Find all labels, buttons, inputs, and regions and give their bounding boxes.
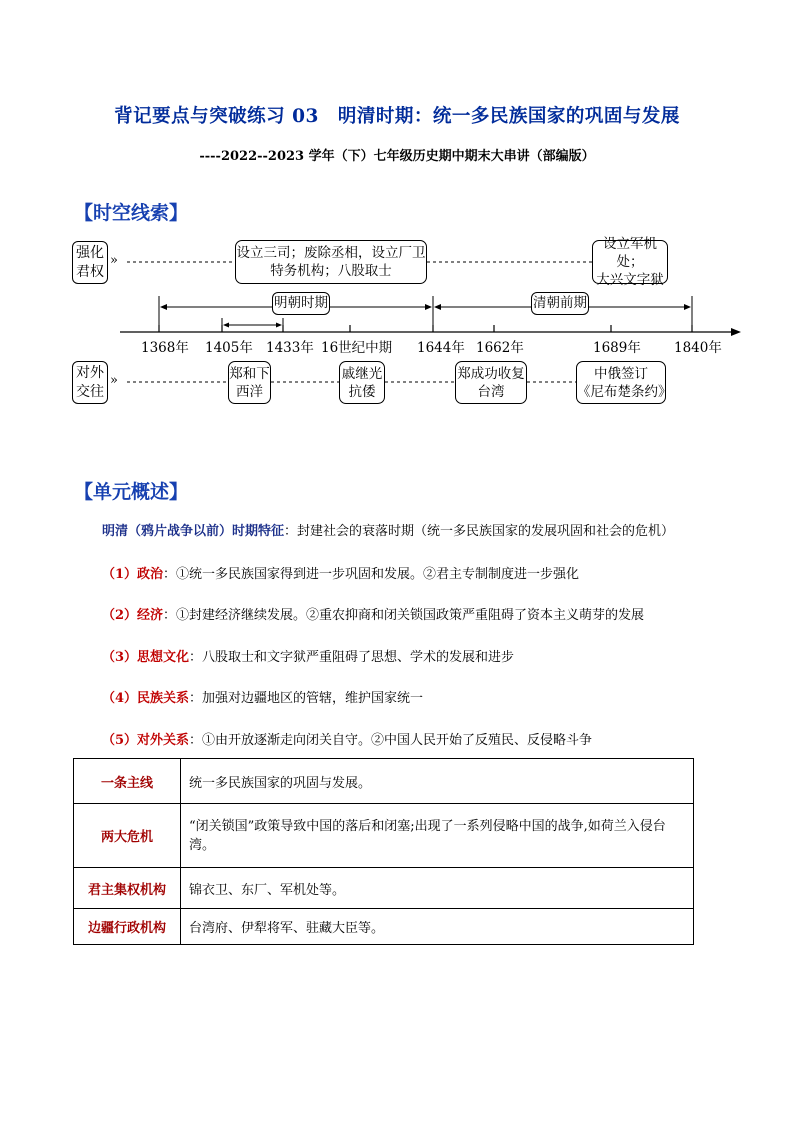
overview-heading: 【单元概述】 <box>74 481 189 503</box>
table-row-key: 边疆行政机构 <box>74 909 181 945</box>
overview-item-politics: （1）政治：①统一多民族国家得到进一步巩固和发展。②君主专制制度进一步强化 <box>102 567 580 582</box>
year-label: 1662年 <box>476 340 524 356</box>
table-row-key: 两大危机 <box>74 804 181 868</box>
table-row <box>74 868 694 909</box>
period-feature-text: ：封建社会的衰落时期（统一多民族国家的发展巩固和社会的危机） <box>284 524 675 539</box>
year-label: 1433年 <box>266 340 314 356</box>
year-label: 1368年 <box>141 340 189 356</box>
year-label: 1840年 <box>674 340 722 356</box>
event-box-ming-reforms: 设立三司；废除丞相，设立厂卫 特务机构；八股取士 <box>235 240 427 284</box>
period-feature-key: 明清（鸦片战争以前）时期特征 <box>102 524 285 539</box>
table-row-key: 一条主线 <box>74 759 181 804</box>
event-box-zheng-chenggong: 郑成功收复 台湾 <box>455 361 527 404</box>
table-row <box>74 909 694 945</box>
qing-span-arrow-right <box>684 304 691 310</box>
overview-item-economy: （2）经济：①封建经济继续发展。②重农抑商和闭关锁国政策严重阻碍了资本主义萌芽的发展 <box>102 608 645 623</box>
year-label: 1644年 <box>417 340 465 356</box>
period-ming: 明朝时期 <box>272 292 330 315</box>
year-label: 16世纪中期 <box>321 340 393 356</box>
row-label-strengthen-power: 强化 君权 <box>72 241 108 284</box>
table-row <box>74 759 694 804</box>
timeline-axis-arrowhead <box>731 328 741 336</box>
overview-item-foreign-relations: （5）对外关系：①由开放逐渐走向闭关自守。②中国人民开始了反殖民、反侵略斗争 <box>102 733 593 748</box>
ming-span-arrow-right <box>425 304 432 310</box>
period-qing: 清朝前期 <box>531 292 589 315</box>
timeline-diagram <box>0 0 794 420</box>
event-box-zheng-he: 郑和下 西洋 <box>228 361 271 404</box>
top-row-arrow-icon: » <box>110 253 118 268</box>
year-label: 1689年 <box>593 340 641 356</box>
event-box-nerchinsk-treaty: 中俄签订 《尼布楚条约》 <box>576 361 666 404</box>
ming-span-arrow-left <box>160 304 167 310</box>
bottom-row-arrow-icon: » <box>110 373 118 388</box>
table-row <box>74 804 694 868</box>
summary-table <box>73 758 694 945</box>
voyage-span-arrow-left <box>223 323 229 328</box>
table-row-value: 统一多民族国家的巩固与发展。 <box>181 759 694 804</box>
year-label: 1405年 <box>205 340 253 356</box>
row-label-foreign-relations: 对外 交往 <box>72 361 108 404</box>
table-row-value: 台湾府、伊犁将军、驻藏大臣等。 <box>181 909 694 945</box>
voyage-span-arrow-right <box>276 323 282 328</box>
overview-item-culture: （3）思想文化：八股取士和文字狱严重阻碍了思想、学术的发展和进步 <box>102 650 515 665</box>
timeline-heading: 【时空线索】 <box>74 202 189 224</box>
period-feature-line <box>102 520 674 539</box>
document-subtitle: ----2022--2023 学年（下）七年级历史期中期末大串讲（部编版） <box>199 149 595 164</box>
event-box-qi-jiguang: 戚继光 抗倭 <box>339 361 385 404</box>
table-row-value: 锦衣卫、东厂、军机处等。 <box>181 868 694 909</box>
qing-span-arrow-left <box>434 304 441 310</box>
table-row-value: “闭关锁国”政策导致中国的落后和闭塞;出现了一系列侵略中国的战争,如荷兰入侵台湾。 <box>181 804 694 868</box>
table-row-key: 君主集权机构 <box>74 868 181 909</box>
overview-item-ethnic-relations: （4）民族关系：加强对边疆地区的管辖，维护国家统一 <box>102 691 424 706</box>
event-box-qing-reforms: 设立军机处； 大兴文字狱 <box>592 240 668 284</box>
document-title: 背记要点与突破练习 03 明清时期：统一多民族国家的巩固与发展 <box>114 106 680 127</box>
